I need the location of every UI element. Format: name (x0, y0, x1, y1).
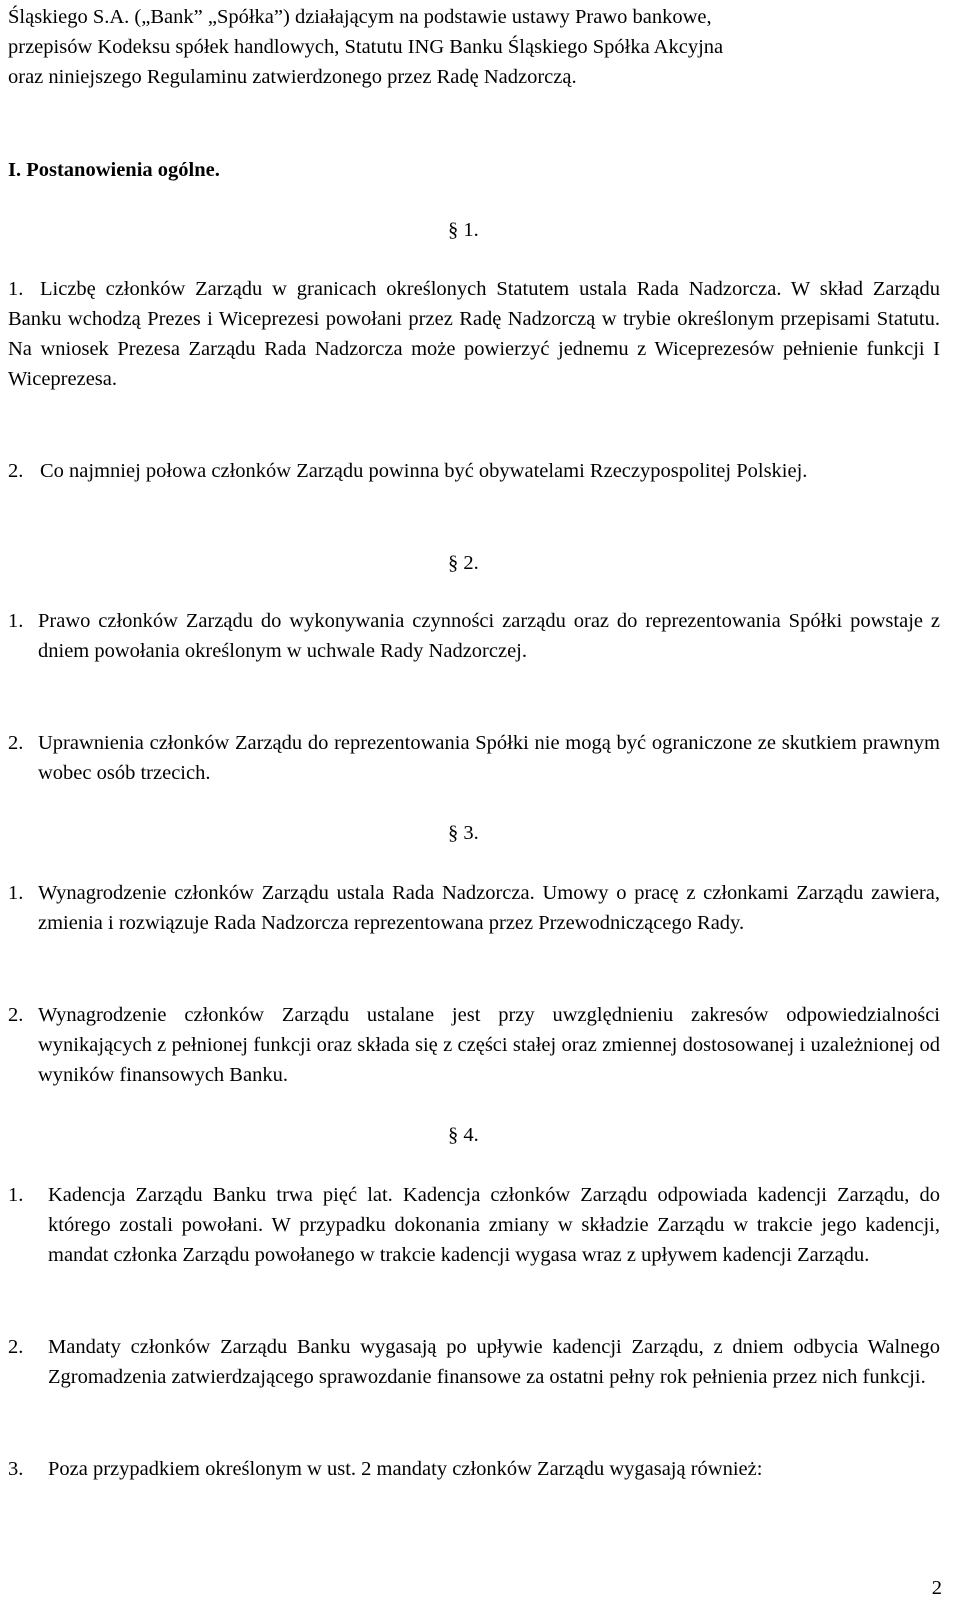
item-text: Wynagrodzenie członków Zarządu ustala Rada Nadzorcza. Umowy o pracę z członkami Zarządu zawiera, zmienia i rozwiązuje Rada Nadzorcza reprezentowana przez Przewodniczącego Rady. (38, 882, 940, 934)
paragraph-3-item-2 (8, 1000, 940, 1090)
item-text: Mandaty członków Zarządu Banku wygasają po upływie kadencji Zarządu, z dniem odbycia Walnego Zgromadzenia zatwierdzającego sprawozdanie finansowe za ostatni pełny rok pełnienia przez nich funkcji. (48, 1336, 940, 1388)
item-text: Kadencja Zarządu Banku trwa pięć lat. Kadencja członków Zarządu odpowiada kadencji Zarządu, do którego zostali powołani. W przypadku dokonania zmiany w składzie Zarządu w trakcie jego kadencji, mandat członka Zarządu powołanego w trakcie kadencji wygasa wraz z upływem kadencji Zarządu. (48, 1184, 940, 1266)
item-number: 2. (8, 732, 24, 754)
page-number: 2 (931, 1577, 942, 1599)
item-text: Prawo członków Zarządu do wykonywania czynności zarządu oraz do reprezentowania Spółki powstaje z dniem powołania określonym w uchwale Rady Nadzorczej. (38, 610, 940, 662)
item-text: Liczbę członków Zarządu w granicach określonych Statutem ustala Rada Nadzorcza. W skład Zarządu Banku wchodzą Prezes i Wiceprezesi powołani przez Radę Nadzorczą w trybie określonym przepisami Statutu. Na wniosek Prezesa Zarządu Rada Nadzorcza może powierzyć jednemu z Wiceprezesów pełnienie funkcji I Wiceprezesa. (8, 278, 940, 390)
intro-line-3: oraz niniejszego Regulaminu zatwierdzonego przez Radę Nadzorczą. (8, 66, 577, 88)
item-number: 1. (8, 882, 24, 904)
paragraph-4-item-3 (8, 1454, 940, 1514)
paragraph-mark-2: § 2. (448, 552, 479, 574)
paragraph-1-item-1 (8, 274, 940, 394)
item-text: Co najmniej połowa członków Zarządu powinna być obywatelami Rzeczypospolitej Polskiej. (40, 460, 808, 482)
paragraph-mark-1: § 1. (448, 219, 479, 241)
paragraph-mark-4: § 4. (448, 1124, 479, 1146)
section-heading: I. Postanowienia ogólne. (8, 159, 220, 181)
item-number: 2. (8, 1004, 24, 1026)
paragraph-2-item-2 (8, 728, 940, 788)
paragraph-mark-3: § 3. (448, 822, 479, 844)
paragraph-2-item-1 (8, 606, 940, 696)
paragraph-4-item-2 (8, 1332, 940, 1422)
item-number: 1. (8, 610, 24, 632)
item-text: Poza przypadkiem określonym w ust. 2 mandaty członków Zarządu wygasają również: (48, 1458, 763, 1480)
intro-line-2: przepisów Kodeksu spółek handlowych, Statutu ING Banku Śląskiego Spółka Akcyjna (8, 36, 724, 58)
intro-line-1: Śląskiego S.A. („Bank” „Spółka”) działającym na podstawie ustawy Prawo bankowe, (8, 6, 712, 28)
paragraph-4-item-1 (8, 1180, 940, 1300)
item-text: Wynagrodzenie członków Zarządu ustalane jest przy uwzględnieniu zakresów odpowiedzialności wynikających z pełnionej funkcji oraz składa się z części stałej oraz zmiennej dostosowanej i uzależnionej od wyników finansowych Banku. (38, 1004, 940, 1086)
item-text: Uprawnienia członków Zarządu do reprezentowania Spółki nie mogą być ograniczone ze skutkiem prawnym wobec osób trzecich. (38, 732, 940, 784)
item-number: 1. (8, 278, 24, 300)
paragraph-1-item-2 (8, 456, 940, 516)
item-number: 1. (8, 1184, 24, 1206)
item-number: 2. (8, 460, 24, 482)
item-number: 3. (8, 1458, 24, 1480)
paragraph-3-item-1 (8, 878, 940, 968)
item-number: 2. (8, 1336, 24, 1358)
